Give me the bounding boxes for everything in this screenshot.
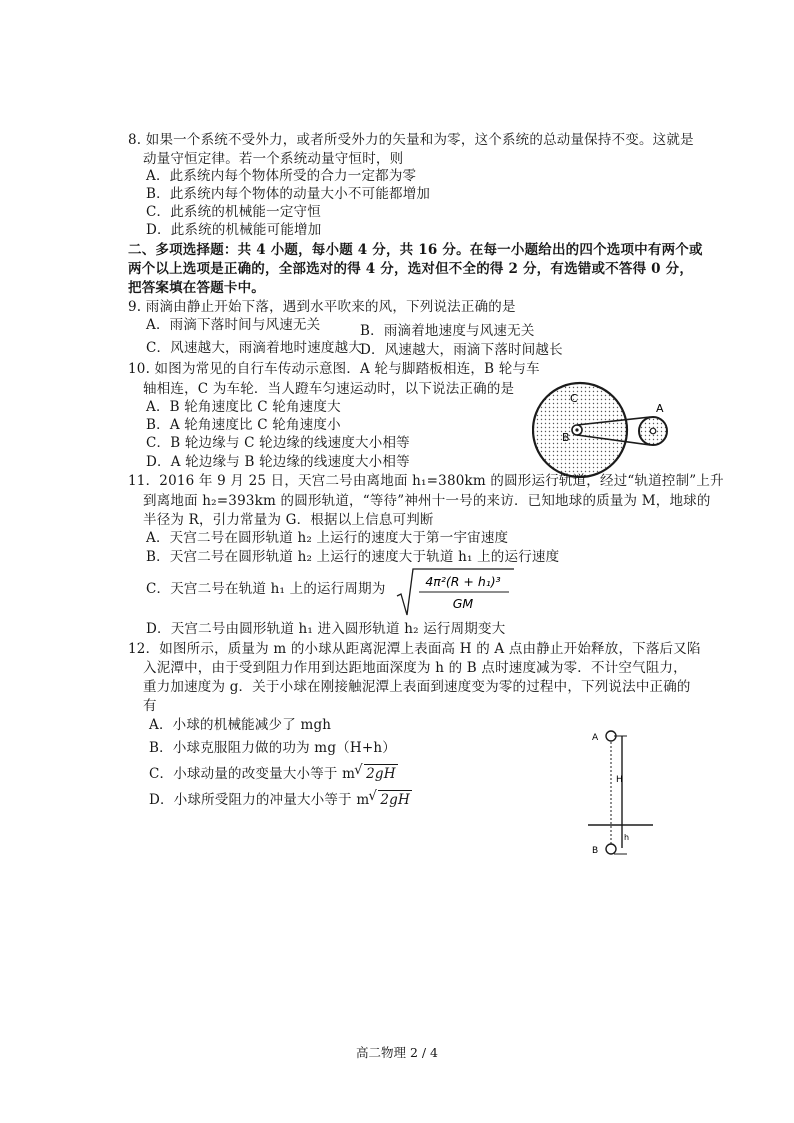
q11-stem-line1: 11．2016 年 9 月 25 日，天宫二号由离地面 h₁=380km 的圆形运行轨道，经过“轨道控制”上升 — [128, 473, 724, 489]
wheel-a-axle — [650, 428, 656, 434]
q12-stem-line3: 重力加速度为 g．关于小球在刚接触泥潭上表面到速度变为零的过程中，下列说法中正确的 — [143, 679, 691, 695]
q12-stem-line2: 入泥潭中，由于受到阻力作用到达距地面深度为 h 的 B 点时速度减为零．不计空气阻力， — [143, 660, 687, 676]
label-big-h: H — [616, 775, 623, 785]
q12-option-c-text: C．小球动量的改变量大小等于 m — [149, 766, 356, 782]
q12-stem-line1: 12．如图所示，质量为 m 的小球从距离泥潭上表面高 H 的 A 点由静止开始释放，下落后又陷 — [128, 641, 701, 657]
q8-option-a: A．此系统内每个物体所受的合力一定都为零 — [146, 168, 417, 184]
q9-option-a: A．雨滴下落时间与风速无关 — [146, 317, 321, 333]
q12-stem-line4: 有 — [143, 698, 157, 714]
q11-option-c: C．天宫二号在轨道 h₁ 上的运行周期为 — [146, 581, 386, 597]
q9-option-c: C．风速越大，雨滴着地时速度越大 — [146, 340, 363, 356]
bicycle-transmission-figure — [532, 378, 682, 483]
sqrt-sign-c: √ — [354, 762, 363, 778]
q11-option-a: A．天宫二号在圆形轨道 h₂ 上运行的速度大于第一宇宙速度 — [146, 530, 509, 546]
q11-option-b: B．天宫二号在圆形轨道 h₂ 上运行的速度大于轨道 h₁ 上的运行速度 — [146, 549, 560, 565]
q9-option-d: D．风速越大，雨滴下落时间越长 — [360, 342, 563, 358]
q11-stem-line2: 到离地面 h₂=393km 的圆形轨道，“等待”神州十一号的来访．已知地球的质量为 M，地球的 — [143, 493, 711, 509]
q8-option-d: D．此系统的机械能可能增加 — [146, 222, 322, 238]
q12-option-d — [149, 790, 412, 809]
ball-mud-figure — [585, 725, 660, 860]
ball-at-b — [606, 844, 616, 854]
q10-option-a: A．B 轮角速度比 C 轮角速度大 — [146, 399, 341, 415]
q10-option-d: D．A 轮边缘与 B 轮边缘的线速度大小相等 — [146, 454, 410, 470]
label-a: A — [592, 733, 599, 743]
q12-option-c — [149, 764, 398, 783]
q10-stem-line1: 10. 如图为常见的自行车传动示意图．A 轮与脚踏板相连，B 轮与车 — [128, 361, 540, 377]
q12-option-b: B．小球克服阻力做的功为 mg（H+h） — [149, 740, 396, 756]
q10-stem-line2: 轴相连，C 为车轮．当人蹬车匀速运动时，以下说法正确的是 — [143, 381, 515, 397]
label-small-h: h — [624, 833, 630, 842]
q11-option-d: D．天宫二号由圆形轨道 h₁ 进入圆形轨道 h₂ 运行周期变大 — [146, 621, 506, 637]
q12-option-d-text: D．小球所受阻力的冲量大小等于 m — [149, 792, 370, 808]
q8-option-b: B．此系统内每个物体的动量大小不可能都增加 — [146, 186, 431, 202]
q8-stem-line1: 8. 如果一个系统不受外力，或者所受外力的矢量和为零，这个系统的总动量保持不变。这就是 — [128, 132, 694, 148]
page-footer: 高二物理 2 / 4 — [355, 1045, 439, 1060]
section2-line3: 把答案填在答题卡中。 — [128, 280, 265, 296]
sqrt-sign-d: √ — [368, 788, 378, 804]
q8-stem-line2: 动量守恒定律。若一个系统动量守恒时，则 — [143, 151, 404, 167]
q11-period-formula — [396, 566, 516, 618]
label-c: C — [570, 392, 578, 405]
sqrt-2gh-c-text: 2gH — [366, 766, 396, 782]
section2-line1: 二、多项选择题：共 4 小题，每小题 4 分，共 16 分。在每一小题给出的四个选项中有两个或 — [128, 242, 703, 258]
section2-line2: 两个以上选项是正确的，全部选对的得 4 分，选对但不全的得 2 分，有选错或不答得 0 分， — [128, 261, 694, 277]
q9-option-b: B．雨滴着地速度与风速无关 — [360, 323, 535, 339]
formula-numerator: 4π²(R + h₁)³ — [425, 574, 501, 589]
q10-option-b: B．A 轮角速度比 C 轮角速度小 — [146, 417, 341, 433]
q11-stem-line3: 半径为 R，引力常量为 G．根据以上信息可判断 — [143, 512, 434, 528]
q12-option-a: A．小球的机械能减少了 mgh — [149, 717, 332, 733]
formula-denominator: GM — [452, 596, 474, 611]
q8-option-c: C．此系统的机械能一定守恒 — [146, 204, 321, 220]
label-a: A — [656, 402, 664, 415]
wheel-b-axle — [575, 428, 578, 431]
label-b: B — [562, 431, 570, 444]
sqrt-2gh-d — [368, 788, 412, 809]
q9-stem: 9. 雨滴由静止开始下落，遇到水平吹来的风，下列说法正确的是 — [128, 299, 516, 315]
sqrt-2gh-c — [354, 762, 398, 783]
label-b: B — [592, 846, 599, 856]
sqrt-2gh-d-text: 2gH — [380, 792, 410, 808]
q10-option-c: C．B 轮边缘与 C 轮边缘的线速度大小相等 — [146, 435, 410, 451]
